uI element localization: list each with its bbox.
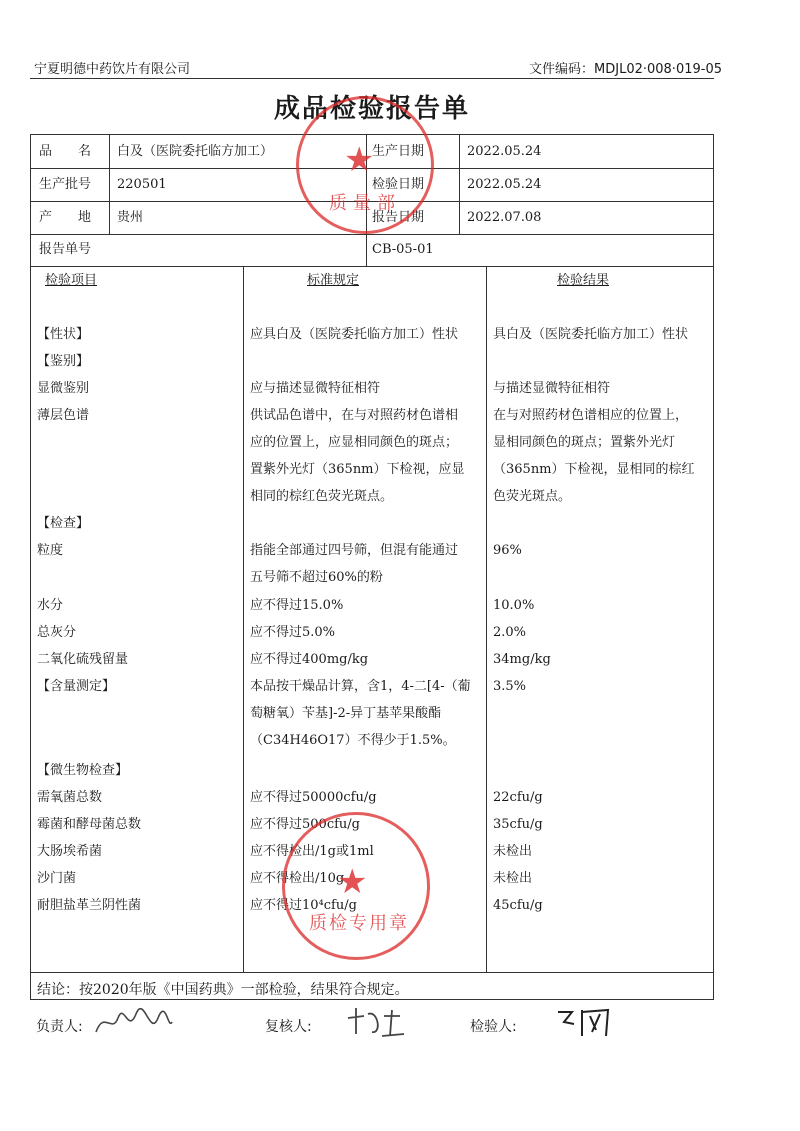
item-mold: 霉菌和酵母菌总数 <box>37 817 142 832</box>
std-tlc-line: 供试品色谱中，在与对照药材色谱相 <box>250 408 459 423</box>
qc-seal-stamp <box>282 812 430 960</box>
seal-star-icon: ★ <box>337 862 368 902</box>
item-salmonella: 沙门菌 <box>37 871 77 886</box>
std-gram-negative: 应不得过10⁴cfu/g <box>250 898 357 913</box>
header-divider <box>30 78 714 79</box>
prod-date-label: 生产日期 <box>372 144 425 159</box>
std-tlc-line: 应的位置上，应显相同颜色的斑点； <box>250 435 459 450</box>
company-name: 宁夏明德中药饮片有限公司 <box>34 62 191 77</box>
item-appearance: 【性状】 <box>37 327 90 342</box>
item-ash: 总灰分 <box>37 625 77 640</box>
origin-value: 贵州 <box>117 210 144 225</box>
item-assay: 【含量测定】 <box>37 679 116 694</box>
col-header-standard: 标准规定 <box>307 273 360 288</box>
std-particle-line: 指能全部通过四号筛，但混有能通过 <box>250 543 459 558</box>
origin-label: 产 地 <box>39 210 92 225</box>
res-gram-negative: 45cfu/g <box>493 898 543 913</box>
col-divider <box>243 266 244 972</box>
responsible-label: 负责人: <box>36 1019 83 1035</box>
res-tlc <box>493 402 713 510</box>
col-header-item: 检验项目 <box>45 273 98 288</box>
item-inspection: 【检查】 <box>37 516 90 531</box>
std-salmonella: 应不得检出/10g <box>250 871 345 886</box>
std-tlc-line: 相同的棕红色荧光斑点。 <box>250 489 394 504</box>
test-date-value: 2022.05.24 <box>467 177 542 192</box>
item-so2: 二氧化硫残留量 <box>37 652 129 667</box>
std-tlc <box>250 402 486 510</box>
std-moisture: 应不得过15.0% <box>250 598 344 613</box>
res-mold: 35cfu/g <box>493 817 543 832</box>
res-salmonella: 未检出 <box>493 871 533 886</box>
res-tlc-line: （365nm）下检视，显相同的棕红 <box>493 462 695 477</box>
batch-label: 生产批号 <box>39 177 92 192</box>
res-particle-size: 96% <box>493 543 522 558</box>
page-title: 成品检验报告单 <box>273 94 470 124</box>
quality-dept-stamp <box>296 96 434 234</box>
responsible-signature <box>92 1004 176 1044</box>
test-date-label: 检验日期 <box>372 177 425 192</box>
report-date-value: 2022.07.08 <box>467 210 542 225</box>
reviewer-signature <box>342 1004 410 1044</box>
stamp-star-icon: ★ <box>344 140 375 180</box>
stamp-dept-text: 质量部 <box>329 193 401 214</box>
col-divider <box>486 266 487 972</box>
report-no-label: 报告单号 <box>39 242 92 257</box>
prod-date-value: 2022.05.24 <box>467 144 542 159</box>
seal-text: 质检专用章 <box>309 913 409 934</box>
res-appearance: 具白及（医院委托临方加工）性状 <box>493 327 689 342</box>
res-tlc-line: 色荧光斑点。 <box>493 489 572 504</box>
name-label: 品 名 <box>39 144 92 159</box>
item-microbial: 【微生物检查】 <box>37 763 129 778</box>
reviewer-label: 复核人: <box>265 1019 312 1035</box>
row-divider <box>31 972 713 973</box>
conclusion: 结论：按2020年版《中国药典》一部检验，结果符合规定。 <box>37 982 409 998</box>
item-moisture: 水分 <box>37 598 64 613</box>
report-no-value: CB-05-01 <box>372 242 434 257</box>
inspector-signature <box>552 1002 622 1042</box>
item-particle-size: 粒度 <box>37 543 64 558</box>
res-microscopic: 与描述显微特征相符 <box>493 381 611 396</box>
std-assay <box>250 673 486 754</box>
res-assay: 3.5% <box>493 679 527 694</box>
res-so2: 34mg/kg <box>493 652 551 667</box>
row-divider <box>31 234 713 235</box>
std-ecoli: 应不得检出/1g或1ml <box>250 844 374 859</box>
res-tlc-line: 显相同颜色的斑点；置紫外光灯 <box>493 435 676 450</box>
std-aerobic: 应不得过50000cfu/g <box>250 790 377 805</box>
item-gram-negative: 耐胆盐革兰阴性菌 <box>37 898 142 913</box>
res-tlc-line: 在与对照药材色谱相应的位置上， <box>493 408 689 423</box>
item-microscopic: 显微鉴别 <box>37 381 90 396</box>
item-ecoli: 大肠埃希菌 <box>37 844 103 859</box>
file-code: 文件编码：MDJL02·008·019-05 <box>529 62 722 77</box>
std-so2: 应不得过400mg/kg <box>250 652 369 667</box>
res-ash: 2.0% <box>493 625 527 640</box>
inspector-label: 检验人: <box>470 1019 517 1035</box>
std-microscopic: 应与描述显微特征相符 <box>250 381 381 396</box>
report-date-label: 报告日期 <box>372 210 425 225</box>
col-header-result: 检验结果 <box>557 273 610 288</box>
std-appearance: 应具白及（医院委托临方加工）性状 <box>250 327 459 342</box>
item-identification: 【鉴别】 <box>37 354 90 369</box>
res-aerobic: 22cfu/g <box>493 790 543 805</box>
std-assay-line: （C34H46O17）不得少于1.5%。 <box>250 733 456 748</box>
col-divider <box>109 135 110 234</box>
res-ecoli: 未检出 <box>493 844 533 859</box>
row-divider <box>31 266 713 267</box>
std-assay-line: 萄糖氧）苄基]-2-异丁基苹果酸酯 <box>250 706 442 721</box>
std-particle-size <box>250 537 486 591</box>
std-mold: 应不得过500cfu/g <box>250 817 360 832</box>
batch-value: 220501 <box>117 177 167 192</box>
item-tlc: 薄层色谱 <box>37 408 90 423</box>
col-divider <box>459 135 460 234</box>
std-tlc-line: 置紫外光灯（365nm）下检视，应显 <box>250 462 465 477</box>
name-value: 白及（医院委托临方加工） <box>117 144 274 159</box>
std-particle-line: 五号筛不超过60%的粉 <box>250 570 383 585</box>
std-assay-line: 本品按干燥品计算，含1，4-二[4-（葡 <box>250 679 471 694</box>
item-aerobic: 需氧菌总数 <box>37 790 103 805</box>
res-moisture: 10.0% <box>493 598 535 613</box>
std-ash: 应不得过5.0% <box>250 625 336 640</box>
